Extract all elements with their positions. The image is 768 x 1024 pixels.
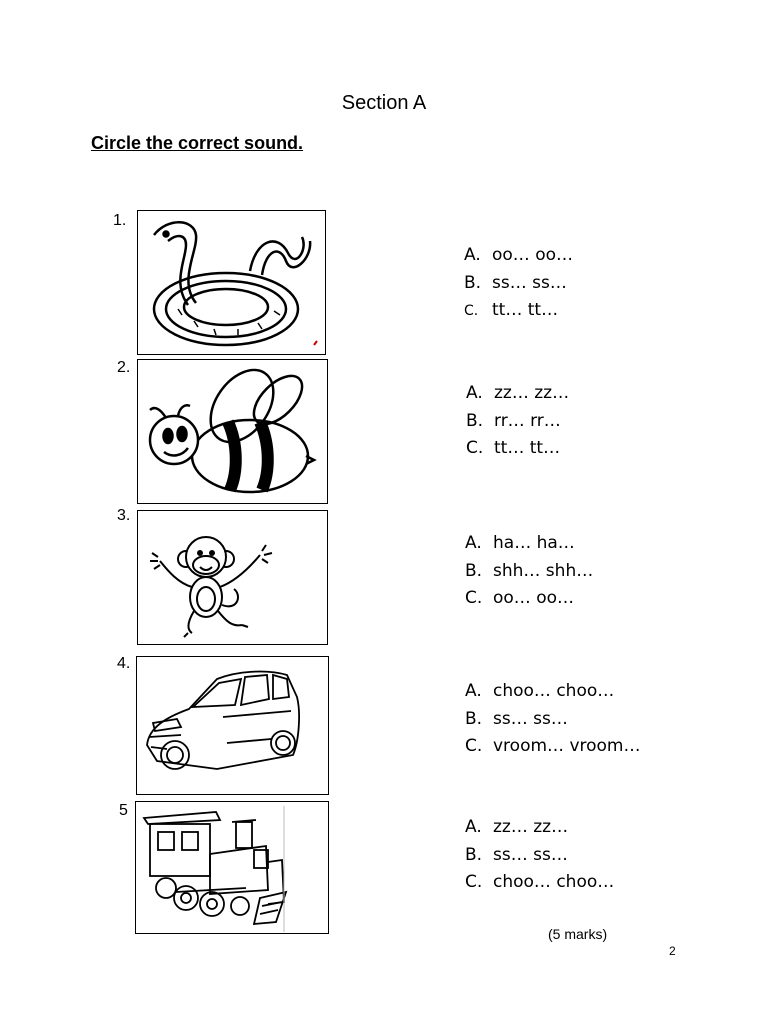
option-text: zz… zz… <box>494 383 570 403</box>
options-list <box>465 678 640 761</box>
option-letter: B. <box>464 272 482 293</box>
option-letter: B. <box>465 708 483 729</box>
option-b[interactable] <box>466 408 569 436</box>
section-title: Section A <box>341 92 427 114</box>
bee-icon <box>138 360 327 503</box>
option-a[interactable] <box>466 380 569 408</box>
option-c[interactable] <box>466 435 569 463</box>
option-letter: C. <box>465 588 483 608</box>
marks-label: (5 marks) <box>548 926 608 942</box>
option-letter: A. <box>466 383 483 403</box>
option-text: zz… zz… <box>493 817 569 837</box>
option-letter: B. <box>465 844 483 865</box>
option-text: ha… ha… <box>493 533 575 553</box>
option-a[interactable] <box>465 530 593 558</box>
train-image <box>135 801 329 934</box>
option-c[interactable] <box>465 869 614 897</box>
car-icon <box>137 657 328 794</box>
bee-image <box>137 359 328 504</box>
option-text: tt… tt… <box>494 438 561 458</box>
option-text: tt… tt… <box>492 300 559 320</box>
car-image <box>136 656 329 795</box>
option-a[interactable] <box>464 242 573 270</box>
option-b[interactable] <box>465 842 614 870</box>
option-c[interactable] <box>464 297 573 326</box>
train-icon <box>136 802 328 933</box>
option-letter: C. <box>465 736 483 756</box>
question-number: 5 <box>119 802 128 819</box>
option-c[interactable] <box>465 733 640 761</box>
option-text: rr… rr… <box>494 410 561 431</box>
options-list <box>465 530 593 613</box>
option-c[interactable] <box>465 585 593 613</box>
option-letter: B. <box>465 560 483 581</box>
option-text: vroom… vroom… <box>493 736 641 756</box>
options-list <box>464 242 573 326</box>
option-text: oo… oo… <box>493 588 575 608</box>
question-number: 2. <box>117 359 131 376</box>
option-text: choo… choo… <box>493 681 615 701</box>
option-text: ss… ss… <box>493 844 568 865</box>
option-b[interactable] <box>464 270 573 298</box>
option-text: choo… choo… <box>493 872 615 892</box>
option-b[interactable] <box>465 706 640 734</box>
option-letter: C. <box>466 438 484 458</box>
options-list <box>465 814 614 897</box>
option-text: ss… ss… <box>493 708 568 729</box>
option-text: shh… shh… <box>493 560 594 581</box>
monkey-icon <box>138 511 327 644</box>
question-number: 3. <box>117 507 131 524</box>
question-number: 4. <box>117 655 131 672</box>
option-letter: B. <box>466 410 484 431</box>
page-number: 2 <box>669 944 676 958</box>
option-letter: C. <box>464 303 479 319</box>
snake-icon <box>138 211 325 354</box>
option-a[interactable] <box>465 814 614 842</box>
option-a[interactable] <box>465 678 640 706</box>
option-text: ss… ss… <box>492 272 567 293</box>
option-b[interactable] <box>465 558 593 586</box>
option-letter: A. <box>465 817 482 837</box>
option-letter: A. <box>464 245 481 265</box>
snake-image <box>137 210 326 355</box>
option-letter: A. <box>465 533 482 553</box>
monkey-image <box>137 510 328 645</box>
option-letter: A. <box>465 681 482 701</box>
question-number: 1. <box>113 212 127 229</box>
instruction-heading: Circle the correct sound. <box>91 133 304 153</box>
option-text: oo… oo… <box>492 245 574 265</box>
options-list <box>466 380 569 463</box>
option-letter: C. <box>465 872 483 892</box>
